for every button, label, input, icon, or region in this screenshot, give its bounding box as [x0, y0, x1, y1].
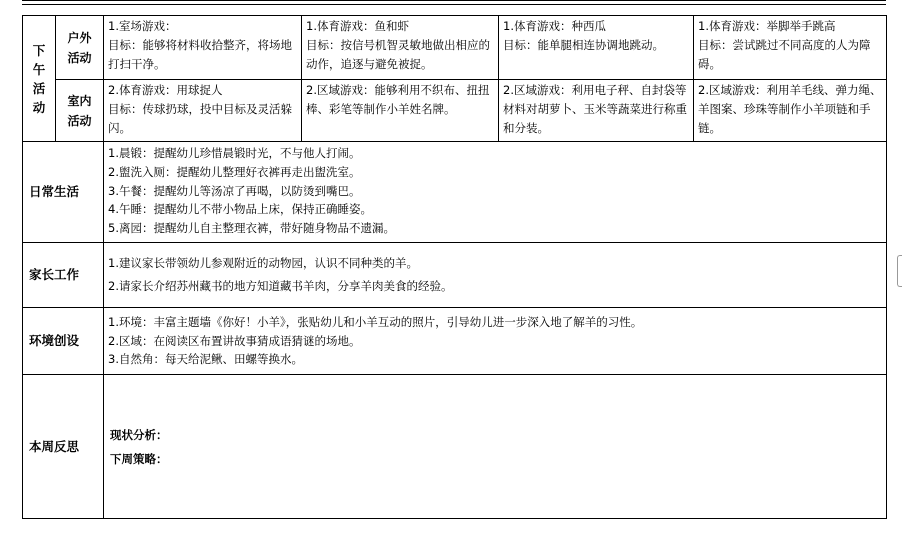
environment-item: 1.环境：丰富主题墙《你好！小羊》，张贴幼儿和小羊互动的照片，引导幼儿进一步深入地了解羊的习性。	[108, 314, 643, 329]
outdoor-2-goal: 目标：按信号机智灵敏地做出相应的动作，追逐与避免被捉。	[306, 37, 490, 71]
indoor-1-goal: 目标：传球扔球，投中目标及灵活躲闪。	[108, 101, 292, 135]
environment-row	[23, 308, 887, 375]
indoor-2-text: 2.区域游戏：能够利用不织布、扭扭棒、彩笔等制作小羊姓名牌。	[306, 83, 490, 116]
parent-work-item: 2.请家长介绍苏州藏书的地方知道藏书羊肉，分享羊肉美食的经验。	[108, 279, 453, 293]
reflection-content	[104, 375, 887, 519]
daily-life-item: 5.离园：提醒幼儿自主整理衣裤，带好随身物品不遗漏。	[108, 221, 395, 236]
indoor-3-text: 2.区域游戏：利用电子秤、自封袋等材料对胡萝卜、玉米等蔬菜进行称重和分装。	[503, 83, 687, 135]
parent-work-row	[23, 243, 887, 308]
indoor-cell-1	[104, 80, 302, 142]
parent-work-item: 1.建议家长带领幼儿参观附近的动物园，认识不同种类的羊。	[108, 256, 418, 270]
outdoor-cell-2	[302, 16, 499, 80]
parent-work-content	[104, 243, 887, 308]
weekly-plan-table	[22, 15, 887, 519]
outdoor-3-goal: 目标：能单腿相连协调地跳动。	[503, 37, 664, 52]
parent-work-label: 家长工作	[29, 267, 80, 282]
indoor-4-text: 2.区域游戏：利用羊毛线、弹力绳、羊图案、珍珠等制作小羊项链和手链。	[698, 83, 882, 135]
analysis-label: 现状分析：	[110, 427, 168, 442]
reflection-header	[23, 375, 104, 519]
environment-item: 2.区域：在阅读区布置讲故事猜成语猜谜的场地。	[108, 333, 361, 348]
outdoor-cell-1	[104, 16, 302, 80]
daily-life-item: 4.午睡：提醒幼儿不带小物品上床，保持正确睡姿。	[108, 202, 372, 217]
outdoor-4-title: 1.体育游戏：举脚举手跳高	[698, 19, 836, 33]
top-border-line	[22, 0, 886, 5]
daily-life-content	[104, 142, 887, 243]
outdoor-3-title: 1.体育游戏：种西瓜	[503, 19, 606, 33]
outdoor-activity-label: 户外活动	[67, 30, 92, 65]
afternoon-activity-label: 下午活动	[32, 42, 46, 115]
environment-label: 环境创设	[29, 333, 80, 348]
side-scroll-tab[interactable]	[897, 255, 902, 287]
reflection-label: 本周反思	[29, 438, 80, 454]
indoor-activity-label: 室内活动	[67, 93, 92, 128]
reflection-row	[23, 375, 887, 519]
outdoor-row	[23, 16, 887, 80]
outdoor-cell-3	[499, 16, 694, 80]
environment-item: 3.自然角：每天给泥鳅、田螺等换水。	[108, 352, 303, 367]
daily-life-item: 1.晨锻：提醒幼儿珍惜晨锻时光，不与他人打闹。	[108, 146, 361, 160]
indoor-row	[23, 80, 887, 142]
daily-life-header	[23, 142, 104, 243]
environment-header	[23, 308, 104, 375]
indoor-1-title: 2.体育游戏：用球捉人	[108, 83, 223, 97]
indoor-cell-4	[694, 80, 887, 142]
indoor-cell-3	[499, 80, 694, 142]
strategy-label: 下周策略：	[110, 451, 168, 466]
outdoor-1-title: 1.室场游戏：	[108, 19, 177, 33]
outdoor-4-goal: 目标：尝试跳过不同高度的人为障碍。	[698, 37, 871, 71]
outdoor-2-title: 1.体育游戏：鱼和虾	[306, 19, 409, 33]
afternoon-activity-header	[23, 16, 56, 142]
indoor-activity-header	[56, 80, 104, 142]
environment-content	[104, 308, 887, 375]
daily-life-row	[23, 142, 887, 243]
outdoor-1-goal: 目标：能够将材料收拾整齐，将场地打扫干净。	[108, 37, 292, 71]
daily-life-label: 日常生活	[29, 184, 80, 199]
parent-work-header	[23, 243, 104, 308]
outdoor-cell-4	[694, 16, 887, 80]
daily-life-item: 3.午餐：提醒幼儿等汤凉了再喝，以防烫到嘴巴。	[108, 183, 361, 198]
daily-life-item: 2.盥洗入厕：提醒幼儿整理好衣裤再走出盥洗室。	[108, 164, 361, 179]
indoor-cell-2	[302, 80, 499, 142]
outdoor-activity-header	[56, 16, 104, 80]
